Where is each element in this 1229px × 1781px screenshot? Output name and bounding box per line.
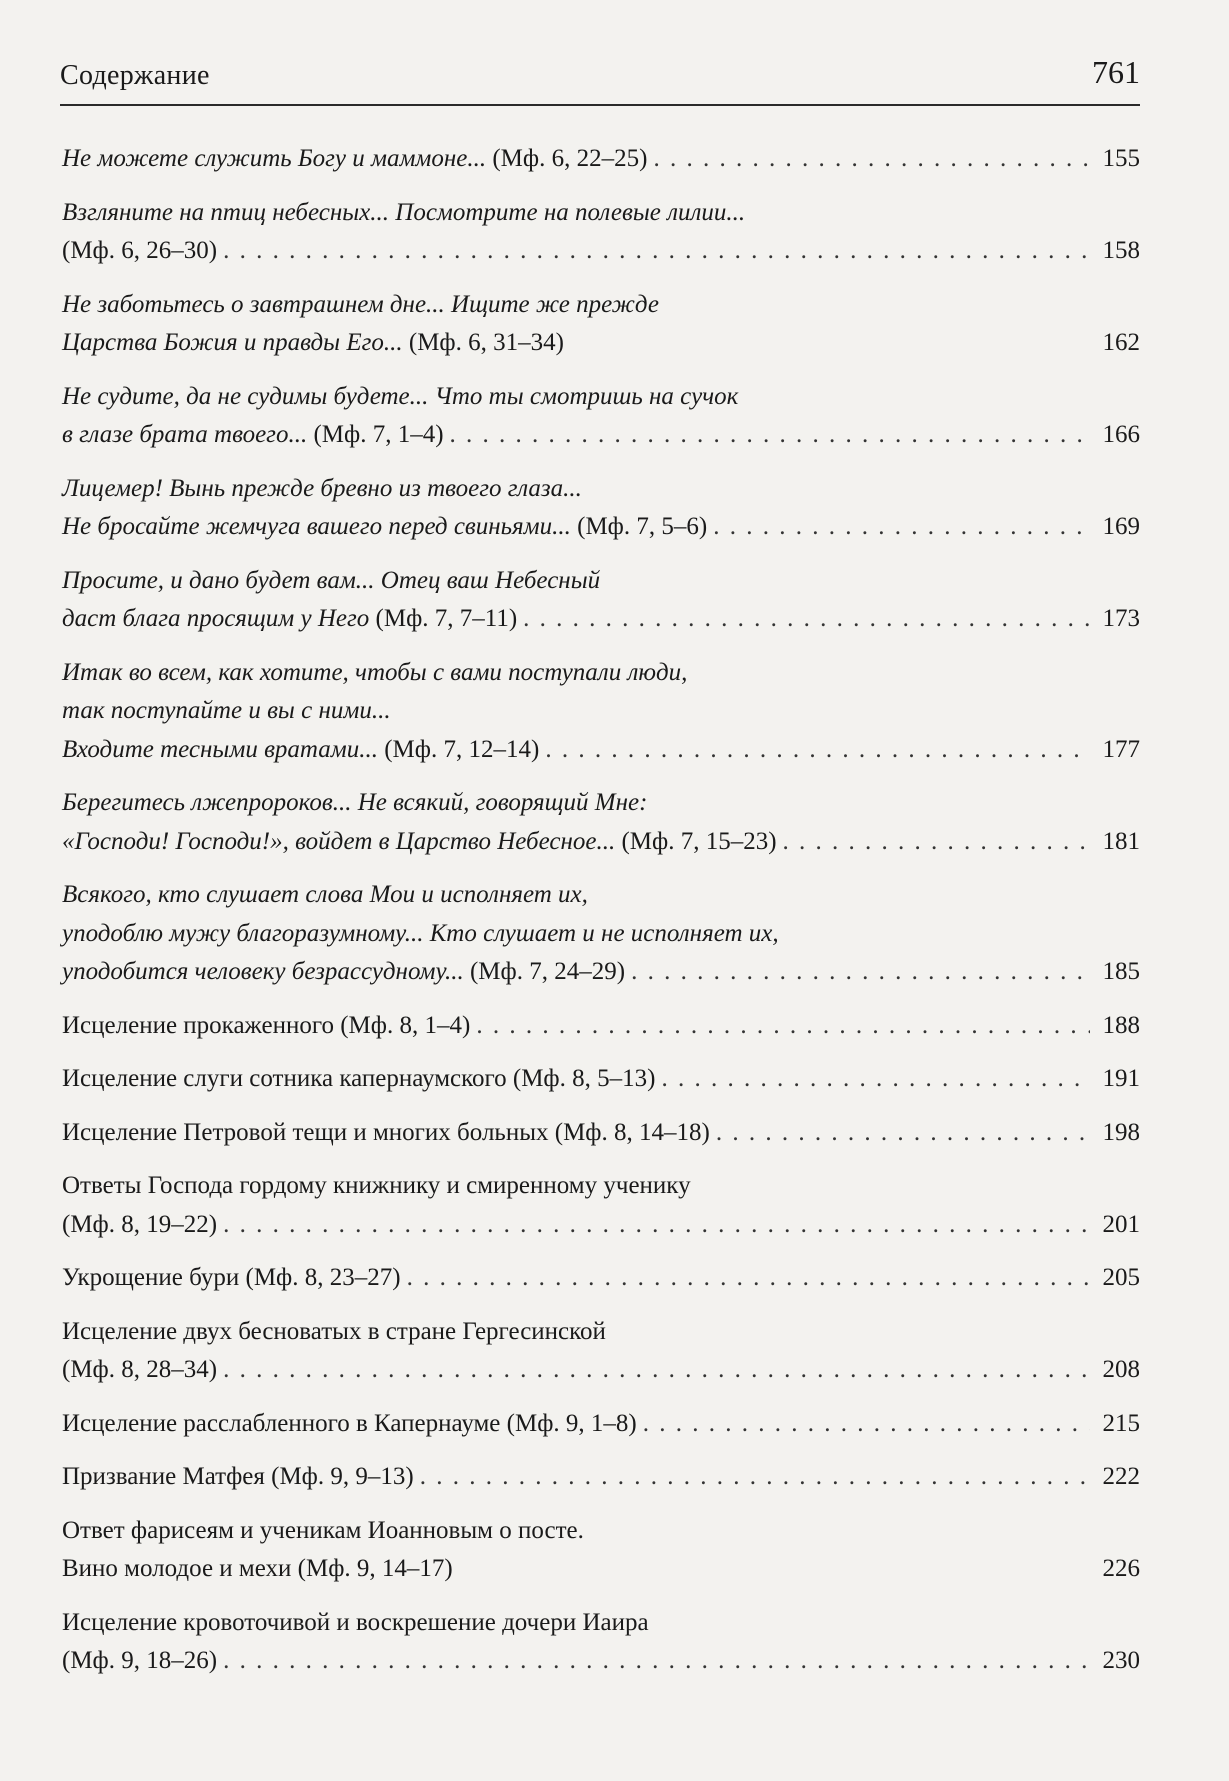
toc-entry[interactable]	[62, 1512, 1140, 1589]
toc-entry[interactable]	[62, 876, 1140, 992]
toc-entry-title: Не судите, да не судимы будете... Что ты смотришь на сучок	[62, 382, 739, 410]
toc-entry-page: 208	[1102, 1356, 1140, 1383]
toc-entry-line	[62, 1405, 1140, 1444]
toc-entry-page: 181	[1102, 827, 1140, 855]
toc-entry-line	[62, 1167, 1140, 1206]
toc-entry[interactable]	[62, 1405, 1140, 1444]
toc-entry-text	[62, 1351, 217, 1390]
toc-entry-reference: (Мф. 7, 1–4)	[307, 421, 444, 448]
toc-entry-title: (Мф. 8, 19–22)	[62, 1210, 218, 1238]
dot-leader	[653, 140, 1090, 179]
toc-entry-title: «Господи! Господи!», войдет в Царство Небесное...	[62, 827, 616, 855]
toc-entry-reference: (Мф. 7, 5–6)	[570, 513, 708, 540]
dot-leader	[223, 1642, 1090, 1681]
toc-entry[interactable]	[62, 784, 1140, 861]
toc-entry-page: 185	[1102, 958, 1140, 985]
header-divider	[60, 104, 1140, 106]
toc-entry-text	[62, 199, 745, 226]
toc-entry-title: Призвание Матфея (Мф. 9, 9–13)	[62, 1463, 414, 1490]
toc-entry-line	[62, 654, 1140, 693]
toc-entry-line	[62, 1259, 1140, 1298]
toc-entry-title: уподоблю мужу благоразумному... Кто слушает и не исполняет их,	[62, 919, 779, 947]
toc-entry-page: 155	[1102, 145, 1140, 172]
toc-entry-line	[62, 1458, 1140, 1497]
toc-entry-page: 226	[1102, 1555, 1140, 1582]
dot-leader	[523, 600, 1090, 639]
toc-entry[interactable]	[62, 1007, 1140, 1046]
entry-gap	[62, 547, 1140, 562]
entry-gap	[62, 363, 1140, 378]
toc-entry-page: 205	[1102, 1264, 1140, 1291]
toc-entry-page: 201	[1102, 1210, 1140, 1238]
dot-leader	[223, 1351, 1090, 1390]
toc-entry-title: Итак во всем, как хотите, чтобы с вами поступали люди,	[62, 658, 688, 686]
toc-entry-line	[62, 784, 1140, 823]
entry-gap	[62, 1497, 1140, 1512]
toc-entry-title: Царства Божия и правды Его...	[62, 329, 403, 356]
toc-entry-line	[62, 1206, 1140, 1245]
toc-entry[interactable]	[62, 378, 1140, 455]
entry-gap	[62, 455, 1140, 470]
toc-entry-title: Исцеление Петровой тещи и многих больных (Мф. 8, 14–18)	[62, 1118, 710, 1146]
toc-entry-reference: (Мф. 7, 7–11)	[369, 605, 518, 632]
toc-entry-page: 215	[1102, 1409, 1140, 1437]
toc-entry-line	[62, 416, 1140, 455]
toc-entry-line	[62, 876, 1140, 915]
toc-entry-title: Вино молодое и мехи (Мф. 9, 14–17)	[62, 1555, 453, 1582]
toc-entry-line	[62, 470, 1140, 509]
toc-entry-line	[62, 1512, 1140, 1551]
toc-entry-text	[62, 823, 777, 862]
toc-entry-reference: (Мф. 7, 15–23)	[615, 827, 777, 855]
toc-entry-page: 158	[1102, 237, 1140, 264]
toc-entry-line	[62, 600, 1140, 639]
toc-entry-title: Исцеление кровоточивой и воскрешение дочери Иаира	[62, 1608, 649, 1636]
toc-entry[interactable]	[62, 1604, 1140, 1681]
toc-entry-text	[62, 920, 779, 947]
toc-entry-title: (Мф. 9, 18–26)	[62, 1647, 218, 1674]
dot-leader	[407, 1259, 1090, 1298]
toc-entry[interactable]	[62, 1313, 1140, 1390]
toc-entry-title: Всякого, кто слушает слова Мои и исполняет их,	[62, 881, 588, 908]
toc-entry-title: Исцеление прокаженного (Мф. 8, 1–4)	[62, 1011, 471, 1039]
toc-entry-line	[62, 378, 1140, 417]
toc-entry-page: 222	[1102, 1463, 1140, 1490]
toc-entry-title: Ответы Господа гордому книжнику и смиренному ученику	[62, 1172, 691, 1199]
toc-entry[interactable]	[62, 1060, 1140, 1099]
toc-entry-text	[62, 232, 217, 271]
toc-entry-reference: (Мф. 7, 24–29)	[463, 958, 626, 985]
toc-entry[interactable]	[62, 562, 1140, 639]
toc-entry-page: 177	[1102, 735, 1140, 763]
toc-entry-page: 230	[1102, 1647, 1140, 1674]
toc-entry-title: Исцеление слуги сотника капернаумского (Мф. 8, 5–13)	[62, 1065, 656, 1092]
toc-entry-reference: (Мф. 6, 31–34)	[402, 329, 564, 356]
toc-entry-text	[62, 731, 539, 770]
toc-entry-title: Не можете служить Богу и маммоне...	[62, 145, 487, 172]
toc-entry-text	[62, 1642, 217, 1681]
toc-entry-title: Берегитесь лжепророков... Не всякий, говорящий Мне:	[62, 789, 648, 816]
dot-leader	[420, 1458, 1090, 1497]
toc-entry-line	[62, 508, 1140, 547]
entry-gap	[62, 1589, 1140, 1604]
toc-entry-text	[62, 1259, 401, 1298]
toc-entry-line	[62, 562, 1140, 601]
toc-entry-text	[62, 291, 659, 318]
toc-entry-line	[62, 823, 1140, 862]
toc-entry-title: Входите тесными вратами...	[62, 735, 378, 763]
toc-entry-text	[62, 600, 517, 639]
toc-entry[interactable]	[62, 140, 1140, 179]
toc-entry[interactable]	[62, 194, 1140, 271]
toc-entry[interactable]	[62, 654, 1140, 770]
toc-entry[interactable]	[62, 1114, 1140, 1153]
toc-entry-text	[62, 697, 391, 724]
toc-entry-line	[62, 1313, 1140, 1352]
toc-entry-line	[62, 731, 1140, 770]
toc-entry-line	[62, 286, 1140, 325]
toc-entry-reference: (Мф. 6, 26–30)	[62, 237, 218, 264]
toc-entry-title: в глазе брата твоего...	[62, 421, 308, 448]
toc-entry-text	[62, 1550, 453, 1589]
toc-entry-text	[62, 1007, 470, 1046]
toc-entry-title: Укрощение бури (Мф. 8, 23–27)	[62, 1264, 401, 1291]
entry-gap	[62, 179, 1140, 194]
toc-entry-title: (Мф. 8, 28–34)	[62, 1356, 218, 1383]
toc-entry-line	[62, 140, 1140, 179]
toc-entry[interactable]	[62, 470, 1140, 547]
toc-entry-text	[62, 567, 600, 594]
toc-entry-text	[62, 508, 707, 547]
toc-entry-text	[62, 140, 647, 179]
toc-entry-text	[62, 383, 738, 410]
toc-entry-reference: (Мф. 7, 12–14)	[377, 735, 540, 763]
toc-entry[interactable]	[62, 1259, 1140, 1298]
toc-entry[interactable]	[62, 1458, 1140, 1497]
entry-gap	[62, 769, 1140, 784]
dot-leader	[223, 1206, 1090, 1245]
toc-entry-line	[62, 324, 1140, 363]
toc-entry-line	[62, 1604, 1140, 1643]
dot-leader	[476, 1007, 1090, 1046]
toc-entry-text	[62, 659, 687, 686]
entry-gap	[62, 1045, 1140, 1060]
toc-entry-text	[62, 1517, 584, 1544]
toc-entry-line	[62, 692, 1140, 731]
toc-entry-line	[62, 1060, 1140, 1099]
toc-entry-text	[62, 1458, 414, 1497]
entry-gap	[62, 1298, 1140, 1313]
toc-entry-title: Не заботьтесь о завтрашнем дне... Ищите же прежде	[62, 290, 659, 318]
toc-entry-page: 173	[1102, 605, 1140, 632]
entry-gap	[62, 639, 1140, 654]
toc-entry[interactable]	[62, 286, 1140, 363]
dot-leader	[631, 953, 1090, 992]
toc-entry-line	[62, 1007, 1140, 1046]
toc-entry-text	[62, 416, 444, 455]
entry-gap	[62, 992, 1140, 1007]
page-number: 761	[1092, 54, 1140, 90]
toc-entry-line	[62, 1351, 1140, 1390]
toc-entry-text	[62, 324, 564, 363]
toc-entry-page: 188	[1102, 1011, 1140, 1039]
toc-entry-page: 198	[1102, 1118, 1140, 1146]
entry-gap	[62, 1443, 1140, 1458]
toc-entry-line	[62, 1550, 1140, 1589]
toc-entry-text	[62, 1318, 606, 1345]
toc-entry-text	[62, 789, 647, 816]
toc-entry-title: даст блага просящим у Него	[62, 605, 370, 632]
toc-entry-page: 169	[1102, 513, 1140, 540]
toc-entry-line	[62, 232, 1140, 271]
toc-entry-line	[62, 915, 1140, 954]
dot-leader	[545, 731, 1090, 770]
toc-entry-title: Лицемер! Вынь прежде бревно из твоего глаза...	[62, 474, 582, 502]
dot-leader	[661, 1060, 1090, 1099]
dot-leader	[223, 232, 1090, 271]
entry-gap	[62, 271, 1140, 286]
entry-gap	[62, 1390, 1140, 1405]
toc-entry-text	[62, 953, 625, 992]
toc-entry-title: Ответ фарисеям и ученикам Иоанновым о посте.	[62, 1516, 584, 1544]
entry-gap	[62, 1244, 1140, 1259]
dot-leader	[450, 416, 1090, 455]
toc-entry-text	[62, 1609, 649, 1636]
running-title: Содержание	[60, 60, 210, 91]
dot-leader	[713, 508, 1090, 547]
toc-entry-line	[62, 1642, 1140, 1681]
toc-entry-page: 162	[1102, 329, 1140, 356]
dot-leader	[716, 1114, 1090, 1153]
entry-gap	[62, 1099, 1140, 1114]
toc-entry-page: 191	[1102, 1065, 1140, 1092]
toc-entry-line	[62, 194, 1140, 233]
toc-entry-text	[62, 1206, 217, 1245]
toc-entry-title: Не бросайте жемчуга вашего перед свиньями...	[62, 513, 571, 540]
toc-entry-title: Просите, и дано будет вам... Отец ваш Небесный	[62, 566, 601, 594]
toc-entry-text	[62, 475, 582, 502]
toc-entry-title: Взгляните на птиц небесных... Посмотрите на полевые лилии...	[62, 198, 746, 226]
entry-gap	[62, 1152, 1140, 1167]
toc-entry-title: так поступайте и вы с ними...	[62, 697, 391, 724]
toc-entry[interactable]	[62, 1167, 1140, 1244]
toc-entry-line	[62, 953, 1140, 992]
toc-entry-reference: (Мф. 6, 22–25)	[486, 145, 648, 172]
toc-entry-title: Исцеление расслабленного в Капернауме (Мф. 9, 1–8)	[62, 1409, 637, 1437]
dot-leader	[643, 1405, 1090, 1444]
entry-gap	[62, 861, 1140, 876]
table-of-contents	[62, 140, 1140, 1681]
toc-entry-title: уподобится человеку безрассудному...	[62, 958, 464, 985]
toc-entry-page: 166	[1102, 421, 1140, 448]
toc-entry-text	[62, 1172, 691, 1199]
toc-entry-text	[62, 881, 588, 908]
toc-entry-text	[62, 1060, 655, 1099]
toc-entry-title: Исцеление двух бесноватых в стране Гергесинской	[62, 1317, 606, 1345]
page-header	[60, 54, 1140, 100]
dot-leader	[783, 823, 1090, 862]
toc-entry-text	[62, 1405, 637, 1444]
toc-entry-line	[62, 1114, 1140, 1153]
toc-entry-text	[62, 1114, 710, 1153]
